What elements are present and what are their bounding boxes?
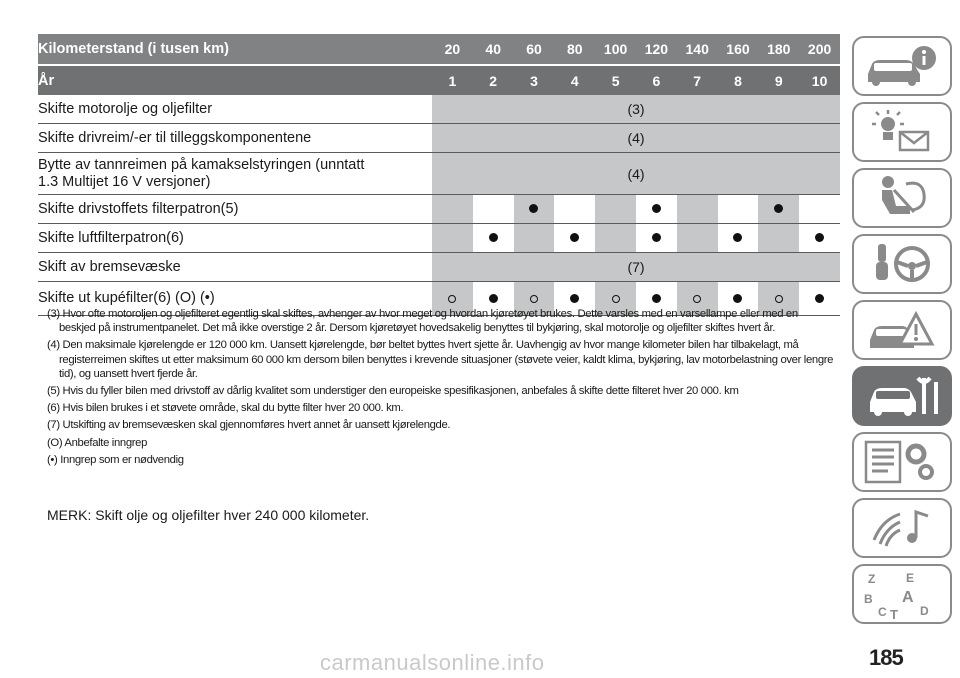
row-cell xyxy=(636,195,677,224)
recommended-ring xyxy=(693,295,701,303)
seat-airbag-icon xyxy=(854,170,950,226)
tab-maintenance[interactable] xyxy=(852,366,952,426)
row-cell xyxy=(514,224,555,253)
tab-multimedia[interactable] xyxy=(852,498,952,558)
svg-text:ZEBACTD: Z E B A C T D xyxy=(864,571,929,622)
row-span-note: (7) xyxy=(432,253,840,282)
footnote: (•) Inngrep som er nødvendig xyxy=(47,453,184,466)
footnote: (7) Utskifting av bremsevæsken skal gjennomføres hvert annet år uansett kjørelengde. xyxy=(47,419,451,432)
required-dot xyxy=(815,233,824,242)
required-dot xyxy=(489,233,498,242)
required-dot xyxy=(815,294,824,303)
header-km-label: Kilometerstand (i tusen km) xyxy=(38,34,432,65)
header-year-cell: 4 xyxy=(554,65,595,95)
page-number: 185 xyxy=(869,645,903,670)
header-km-cell: 80 xyxy=(554,34,595,65)
row-label: Bytte av tannreimen på kamakselstyringen (unntatt 1.3 Multijet 16 V versjoner) xyxy=(38,153,432,195)
tab-index[interactable] xyxy=(852,564,952,624)
tab-safety[interactable] xyxy=(852,168,952,228)
required-dot xyxy=(733,294,742,303)
tab-emergency[interactable] xyxy=(852,300,952,360)
row-label: Skifte motorolje og oljefilter xyxy=(38,95,432,124)
alphabetical-index-icon xyxy=(854,566,950,622)
row-cell xyxy=(677,195,718,224)
steering-wheel-icon xyxy=(854,236,950,292)
row-cell xyxy=(554,224,595,253)
footnotes xyxy=(47,307,837,470)
required-dot xyxy=(652,204,661,213)
header-year-cell: 8 xyxy=(718,65,759,95)
table-row xyxy=(38,95,840,124)
watermark: carmanualsonline.info xyxy=(320,650,545,675)
required-dot xyxy=(652,233,661,242)
footnote: (3) Hvor ofte motoroljen og oljefilteret egentlig skal skiftes, avhenger av hvor meget og hvordan kjøretøyet brukes. Dette varsles med en varsellampe eller med en beskjed på instrumentpanelet. Det må ikke overstige 2 år. Dersom kjøretøyet hovedsakelig benyttes til bykjøring, skal motorolje og oljefilter skiftes hvert år. xyxy=(47,308,798,335)
row-cell xyxy=(514,195,555,224)
table-row xyxy=(38,124,840,153)
tab-starting-driving[interactable] xyxy=(852,234,952,294)
row-cell xyxy=(636,224,677,253)
header-year-cell: 2 xyxy=(473,65,514,95)
row-cell xyxy=(718,224,759,253)
required-dot xyxy=(529,204,538,213)
row-cell xyxy=(799,195,840,224)
maintenance-schedule-table xyxy=(38,34,840,316)
header-km-cell: 20 xyxy=(432,34,473,65)
row-cell xyxy=(758,224,799,253)
multimedia-icon xyxy=(854,500,950,556)
footnote: (5) Hvis du fyller bilen med drivstoff av dårlig kvalitet som understiger den europeiske spesifikasjonen, anbefales å skifte dette filteret hver 20 000. km xyxy=(47,385,739,398)
required-dot xyxy=(570,294,579,303)
row-cell xyxy=(473,224,514,253)
row-cell xyxy=(677,224,718,253)
required-dot xyxy=(570,233,579,242)
header-km-cell: 140 xyxy=(677,34,718,65)
header-km-row xyxy=(38,34,840,65)
row-label: Skift av bremsevæske xyxy=(38,253,432,282)
header-year-cell: 10 xyxy=(799,65,840,95)
recommended-ring xyxy=(612,295,620,303)
row-cell xyxy=(799,224,840,253)
row-cell xyxy=(718,195,759,224)
header-year-cell: 7 xyxy=(677,65,718,95)
required-dot xyxy=(733,233,742,242)
car-emergency-icon xyxy=(854,302,950,358)
header-year-row xyxy=(38,65,840,95)
header-year-cell: 6 xyxy=(636,65,677,95)
row-cell xyxy=(554,195,595,224)
row-label: Skifte luftfilterpatron(6) xyxy=(38,224,432,253)
technical-data-icon xyxy=(854,434,950,490)
table-row xyxy=(38,224,840,253)
row-cell xyxy=(595,195,636,224)
row-cell xyxy=(595,224,636,253)
header-year-cell: 5 xyxy=(595,65,636,95)
footnote: (4) Den maksimale kjørelengde er 120 000 km. Uansett kjørelengde, bør beltet byttes hvert sjette år. Uavhengig av hvor mange kilometer bilen har tilbakelagt, må registerreimen skiftes ut etter maksimum 60 000 km dersom bilen benyttes i krevende situasjoner (støvete veier, kaldt klima, bykjøring, lav motorbelastning over lengre tid), og uansett hvert fjerde år. xyxy=(47,339,834,380)
header-km-cell: 40 xyxy=(473,34,514,65)
car-info-icon xyxy=(854,38,950,94)
header-km-cell: 60 xyxy=(514,34,555,65)
header-year-label: År xyxy=(38,65,432,95)
tab-dashboard-warnings[interactable] xyxy=(852,102,952,162)
required-dot xyxy=(774,204,783,213)
row-cell xyxy=(473,195,514,224)
row-label: Skifte drivstoffets filterpatron(5) xyxy=(38,195,432,224)
table-row xyxy=(38,195,840,224)
header-km-cell: 120 xyxy=(636,34,677,65)
row-span-note: (4) xyxy=(432,153,840,195)
footnote: (6) Hvis bilen brukes i et støvete område, skal du bytte filter hver 20 000. km. xyxy=(47,402,404,415)
header-km-cell: 160 xyxy=(718,34,759,65)
recommended-ring xyxy=(775,295,783,303)
required-dot xyxy=(489,294,498,303)
header-year-cell: 1 xyxy=(432,65,473,95)
row-label: Skifte drivreim/-er til tilleggskomponentene xyxy=(38,124,432,153)
row-cell xyxy=(758,195,799,224)
dashboard-warning-icon xyxy=(854,104,950,160)
row-span-note: (3) xyxy=(432,95,840,124)
row-cell xyxy=(432,195,473,224)
car-maintenance-icon xyxy=(854,368,950,424)
row-cell xyxy=(432,224,473,253)
tab-technical-data[interactable] xyxy=(852,432,952,492)
recommended-ring xyxy=(530,295,538,303)
header-km-cell: 200 xyxy=(799,34,840,65)
header-km-cell: 180 xyxy=(758,34,799,65)
header-year-cell: 9 xyxy=(758,65,799,95)
footnote: (O) Anbefalte inngrep xyxy=(47,436,148,449)
header-year-cell: 3 xyxy=(514,65,555,95)
table-row xyxy=(38,153,840,195)
required-dot xyxy=(652,294,661,303)
table-row xyxy=(38,253,840,282)
header-km-cell: 100 xyxy=(595,34,636,65)
tab-car-info[interactable] xyxy=(852,36,952,96)
merk-note: MERK: Skift olje og oljefilter hver 240 000 kilometer. xyxy=(47,507,370,523)
row-span-note: (4) xyxy=(432,124,840,153)
row-label: Skifte ut kupéfilter(6) (O) (•) xyxy=(38,282,432,316)
recommended-ring xyxy=(448,295,456,303)
